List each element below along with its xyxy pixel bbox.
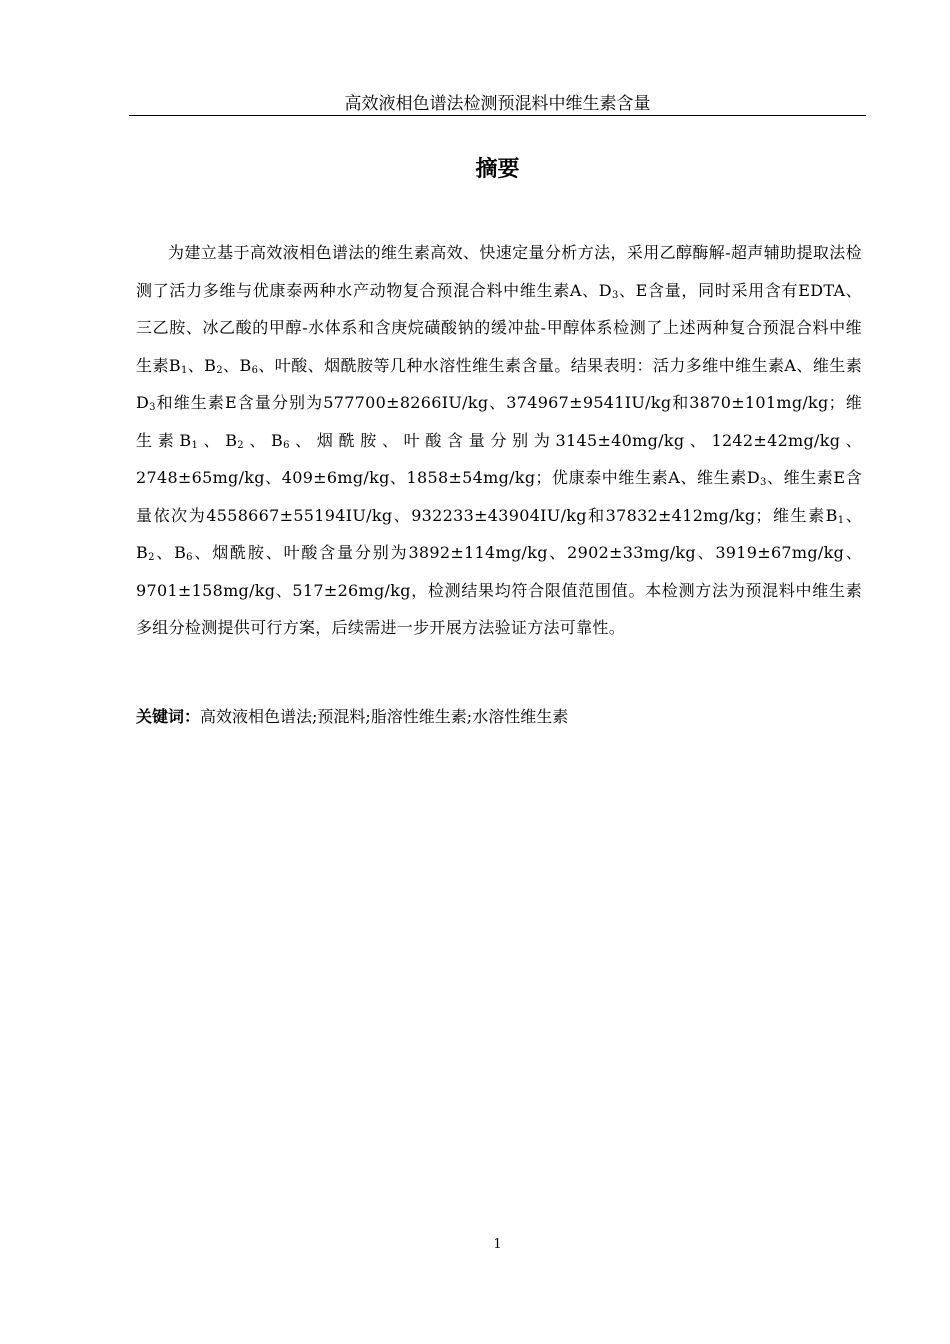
keywords-text: 高效液相色谱法;预混料;脂溶性维生素;水溶性维生素 bbox=[200, 707, 569, 726]
abstract-text: 、烟酰胺、叶酸含量分别为3892±114mg/kg、2902±33mg/kg、3919±67mg/kg、9701±158mg/kg、517±26mg/kg，检测结果均符合限值范围值。本检测方法为预混料中维生素多组分检测提供可行方案，后续需进一步开展方法验证方法可靠性。 bbox=[136, 543, 862, 637]
subscript: 2 bbox=[216, 364, 223, 376]
abstract-paragraph bbox=[136, 234, 862, 647]
abstract-text: 、B bbox=[154, 543, 187, 562]
abstract-text: 为建立基于高效液相色谱法的维生素高效、快速定量分析方法，采用乙醇酶解-超声辅助提取法检测了活力多维与优康泰两种水产动物复合预混合料中维生素A、D bbox=[136, 243, 862, 300]
page-number: 1 bbox=[493, 1237, 502, 1252]
subscript: 1 bbox=[191, 439, 199, 451]
keywords-line bbox=[136, 701, 862, 733]
abstract-text: 、B bbox=[198, 430, 238, 450]
abstract-text: 、叶酸、烟酰胺等几种水溶性维生素含量。结果表明：活力多维中维生素A、维生素D bbox=[136, 355, 862, 412]
abstract-heading: 摘要 bbox=[475, 157, 520, 182]
abstract-text: 、维生素E含量依次为4558667±55194IU/kg、932233±43904IU/kg和37832±412mg/kg；维生素B bbox=[136, 468, 862, 525]
subscript: 3 bbox=[611, 289, 619, 301]
subscript: 3 bbox=[149, 402, 156, 413]
subscript: 2 bbox=[148, 552, 155, 563]
subscript: 6 bbox=[283, 439, 290, 451]
abstract-text: 、B bbox=[136, 505, 862, 562]
abstract-text: 、烟酰胺、叶酸含量分别为3145±40mg/kg、1242±42mg/kg、2748±65mg/kg、409±6mg/kg、1858±54mg/kg；优康泰中维生素A、维生素D bbox=[136, 430, 862, 487]
running-header: 高效液相色谱法检测预混料中维生素含量 bbox=[344, 94, 651, 114]
subscript: 6 bbox=[186, 552, 193, 563]
subscript: 2 bbox=[237, 439, 244, 451]
subscript: 1 bbox=[837, 514, 845, 526]
abstract-text: 、E含量，同时采用含有EDTA、三乙胺、冰乙酸的甲醇-水体系和含庚烷磺酸钠的缓冲盐-甲醇体系检测了上述两种复合预混合料中维生素B bbox=[136, 280, 862, 375]
header-divider bbox=[129, 115, 866, 116]
subscript: 6 bbox=[251, 364, 259, 376]
subscript: 3 bbox=[759, 477, 767, 488]
abstract-text: 和维生素E含量分别为577700±8266IU/kg、374967±9541IU/kg和3870±101mg/kg；维生素B bbox=[136, 393, 862, 450]
abstract-text: 、B bbox=[243, 430, 284, 450]
subscript: 1 bbox=[180, 364, 188, 376]
keywords-label: 关键词： bbox=[136, 707, 201, 726]
abstract-text: 、B bbox=[187, 355, 217, 375]
abstract-text: 、B bbox=[222, 355, 252, 375]
